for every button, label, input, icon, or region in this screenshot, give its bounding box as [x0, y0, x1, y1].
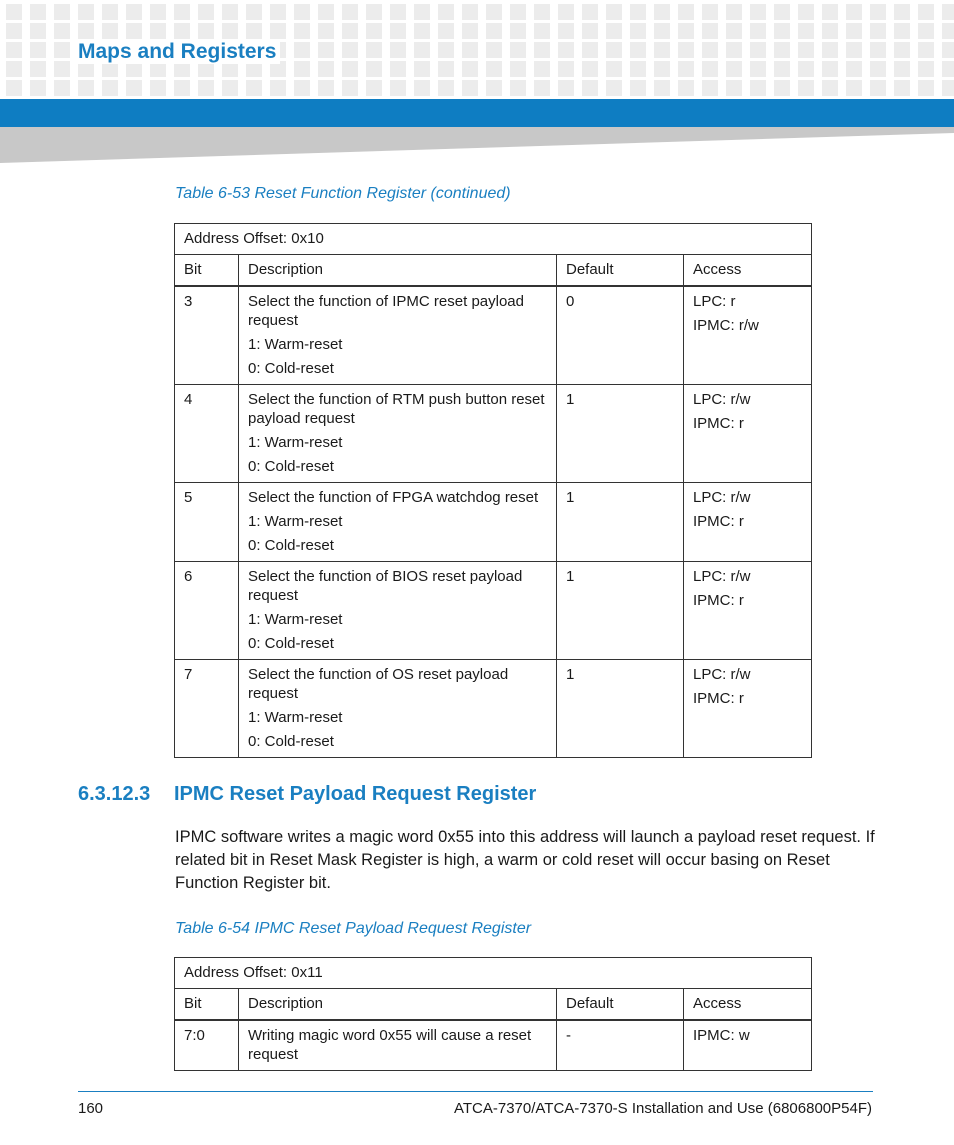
pattern-square [798, 42, 814, 58]
pattern-square [822, 23, 838, 39]
pattern-square [30, 80, 46, 96]
column-header: Description [239, 255, 557, 287]
description-cell [239, 385, 557, 483]
pattern-square [246, 4, 262, 20]
pattern-square [774, 80, 790, 96]
pattern-square [462, 4, 478, 20]
pattern-square [462, 42, 478, 58]
pattern-square [78, 23, 94, 39]
access-line: LPC: r/w [693, 666, 751, 683]
header-bar [0, 99, 954, 127]
pattern-square [558, 61, 574, 77]
description-cell [239, 1020, 557, 1071]
pattern-square [366, 61, 382, 77]
pattern-square [798, 80, 814, 96]
pattern-square [54, 61, 70, 77]
section-title: IPMC Reset Payload Request Register [174, 783, 537, 805]
pattern-square [774, 61, 790, 77]
default-cell: 1 [557, 385, 684, 483]
pattern-square [414, 61, 430, 77]
pattern-square [534, 42, 550, 58]
pattern-square [558, 42, 574, 58]
pattern-square [726, 4, 742, 20]
pattern-square [702, 80, 718, 96]
address-row [175, 958, 812, 989]
pattern-square [630, 80, 646, 96]
pattern-square [894, 4, 910, 20]
pattern-square [798, 23, 814, 39]
default-cell: 1 [557, 562, 684, 660]
pattern-square [654, 61, 670, 77]
column-header: Access [684, 255, 812, 287]
pattern-square [102, 23, 118, 39]
pattern-square [606, 23, 622, 39]
pattern-square [750, 42, 766, 58]
pattern-square [414, 42, 430, 58]
pattern-square [294, 4, 310, 20]
access-line: IPMC: r [693, 513, 744, 530]
pattern-square [486, 80, 502, 96]
pattern-square [246, 23, 262, 39]
pattern-square [6, 61, 22, 77]
pattern-square [78, 80, 94, 96]
pattern-square [30, 4, 46, 20]
pattern-square [270, 23, 286, 39]
pattern-square [6, 42, 22, 58]
pattern-square [294, 61, 310, 77]
footer-rule [78, 1091, 873, 1092]
access-cell [684, 562, 812, 660]
pattern-square [822, 4, 838, 20]
pattern-square [606, 4, 622, 20]
pattern-square [222, 23, 238, 39]
bit-cell: 5 [175, 483, 239, 562]
pattern-square [894, 23, 910, 39]
pattern-square [774, 4, 790, 20]
pattern-square [582, 42, 598, 58]
pattern-square [750, 4, 766, 20]
pattern-square [726, 80, 742, 96]
table-row [175, 1020, 812, 1071]
pattern-square [30, 61, 46, 77]
pattern-square [342, 4, 358, 20]
pattern-square [270, 4, 286, 20]
pattern-square [54, 42, 70, 58]
pattern-square [510, 42, 526, 58]
pattern-square [558, 4, 574, 20]
access-cell [684, 286, 812, 385]
pattern-square [918, 61, 934, 77]
pattern-square [582, 61, 598, 77]
pattern-square [198, 4, 214, 20]
pattern-square [294, 80, 310, 96]
pattern-square [414, 23, 430, 39]
description-line: Select the function of IPMC reset payload request [248, 293, 524, 329]
pattern-square [582, 23, 598, 39]
access-line: LPC: r/w [693, 489, 751, 506]
default-cell: 1 [557, 483, 684, 562]
pattern-square [342, 80, 358, 96]
pattern-square [894, 61, 910, 77]
pattern-square [558, 23, 574, 39]
address-offset: Address Offset: 0x11 [175, 958, 812, 989]
description-line: 1: Warm-reset [248, 513, 343, 530]
pattern-square [534, 61, 550, 77]
pattern-square [822, 80, 838, 96]
pattern-square [870, 61, 886, 77]
pattern-square [582, 80, 598, 96]
pattern-square [270, 80, 286, 96]
pattern-square [606, 61, 622, 77]
pattern-square [318, 80, 334, 96]
default-cell: - [557, 1020, 684, 1071]
pattern-square [846, 42, 862, 58]
pattern-square [414, 4, 430, 20]
pattern-square [342, 23, 358, 39]
pattern-square [342, 42, 358, 58]
description-cell [239, 562, 557, 660]
pattern-square [918, 42, 934, 58]
default-cell: 1 [557, 660, 684, 758]
pattern-square [942, 4, 954, 20]
pattern-square [894, 42, 910, 58]
pattern-square [462, 23, 478, 39]
pattern-square [942, 61, 954, 77]
table-row [175, 286, 812, 385]
access-line: LPC: r/w [693, 391, 751, 408]
pattern-square [342, 61, 358, 77]
pattern-square [6, 23, 22, 39]
pattern-square [198, 23, 214, 39]
pattern-square [678, 4, 694, 20]
pattern-square [630, 61, 646, 77]
pattern-square [774, 23, 790, 39]
access-line: LPC: r/w [693, 568, 751, 585]
description-line: Select the function of FPGA watchdog reset [248, 489, 539, 506]
section-heading [78, 783, 536, 806]
table-row [175, 562, 812, 660]
pattern-square [798, 4, 814, 20]
pattern-square [822, 61, 838, 77]
pattern-square [870, 42, 886, 58]
description-line: 0: Cold-reset [248, 458, 334, 475]
pattern-square [654, 23, 670, 39]
pattern-square [438, 42, 454, 58]
pattern-square [750, 80, 766, 96]
pattern-square [606, 80, 622, 96]
pattern-square [726, 42, 742, 58]
pattern-square [846, 4, 862, 20]
pattern-square [54, 80, 70, 96]
chapter-title: Maps and Registers [78, 40, 280, 64]
table1-caption: Table 6-53 Reset Function Register (continued) [175, 185, 511, 202]
description-line: 1: Warm-reset [248, 434, 343, 451]
pattern-square [174, 4, 190, 20]
pattern-square [678, 23, 694, 39]
pattern-square [390, 80, 406, 96]
pattern-square [54, 4, 70, 20]
pattern-square [534, 23, 550, 39]
pattern-square [534, 4, 550, 20]
pattern-square [678, 80, 694, 96]
pattern-square [222, 4, 238, 20]
pattern-square [54, 23, 70, 39]
description-cell [239, 660, 557, 758]
pattern-square [486, 4, 502, 20]
pattern-square [6, 4, 22, 20]
access-line: IPMC: r/w [693, 317, 759, 334]
pattern-square [246, 80, 262, 96]
pattern-square [318, 42, 334, 58]
description-line: 1: Warm-reset [248, 336, 343, 353]
access-line: LPC: r [693, 293, 736, 310]
description-cell [239, 286, 557, 385]
address-row [175, 224, 812, 255]
description-line: 0: Cold-reset [248, 635, 334, 652]
pattern-square [654, 42, 670, 58]
pattern-square [174, 80, 190, 96]
pattern-square [294, 23, 310, 39]
pattern-square [846, 23, 862, 39]
pattern-square [918, 80, 934, 96]
pattern-square [798, 61, 814, 77]
pattern-square [318, 23, 334, 39]
column-header: Default [557, 989, 684, 1021]
description-cell [239, 483, 557, 562]
pattern-square [390, 23, 406, 39]
default-cell: 0 [557, 286, 684, 385]
description-line: 1: Warm-reset [248, 611, 343, 628]
pattern-square [102, 80, 118, 96]
pattern-square [486, 61, 502, 77]
description-line: 0: Cold-reset [248, 360, 334, 377]
access-line: IPMC: r [693, 415, 744, 432]
column-header: Bit [175, 989, 239, 1021]
pattern-square [726, 23, 742, 39]
pattern-square [438, 61, 454, 77]
pattern-square [78, 4, 94, 20]
pattern-square [174, 23, 190, 39]
pattern-square [462, 80, 478, 96]
pattern-square [774, 42, 790, 58]
pattern-square [822, 42, 838, 58]
table-row [175, 660, 812, 758]
pattern-square [294, 42, 310, 58]
bit-cell: 7:0 [175, 1020, 239, 1071]
pattern-square [6, 80, 22, 96]
pattern-square [534, 80, 550, 96]
description-line: Select the function of RTM push button reset payload request [248, 391, 545, 427]
header-row [175, 255, 812, 287]
pattern-square [510, 23, 526, 39]
pattern-square [390, 61, 406, 77]
pattern-square [366, 80, 382, 96]
pattern-square [366, 4, 382, 20]
pattern-square [126, 23, 142, 39]
column-header: Description [239, 989, 557, 1021]
reset-function-table [174, 223, 812, 758]
column-header: Access [684, 989, 812, 1021]
pattern-square [366, 23, 382, 39]
pattern-square [150, 4, 166, 20]
header-wedge [0, 127, 954, 163]
page-number: 160 [78, 1100, 104, 1117]
access-cell [684, 483, 812, 562]
pattern-square [198, 80, 214, 96]
pattern-square [486, 42, 502, 58]
pattern-square [894, 80, 910, 96]
access-line: IPMC: r [693, 690, 744, 707]
access-cell [684, 385, 812, 483]
pattern-square [510, 80, 526, 96]
pattern-square [726, 61, 742, 77]
pattern-square [870, 23, 886, 39]
access-cell [684, 660, 812, 758]
section-paragraph: IPMC software writes a magic word 0x55 into this address will launch a payload reset request. If related bit in Reset Mask Register is high, a warm or cold reset will occur basing on Reset Function Register bit. [175, 828, 875, 892]
pattern-square [222, 80, 238, 96]
pattern-square [630, 23, 646, 39]
pattern-square [846, 80, 862, 96]
pattern-square [582, 4, 598, 20]
pattern-square [750, 61, 766, 77]
pattern-square [414, 80, 430, 96]
pattern-square [606, 42, 622, 58]
pattern-square [390, 4, 406, 20]
pattern-square [510, 61, 526, 77]
pattern-square [630, 42, 646, 58]
pattern-square [438, 23, 454, 39]
pattern-square [678, 42, 694, 58]
pattern-square [438, 80, 454, 96]
description-line: Writing magic word 0x55 will cause a reset request [248, 1027, 532, 1063]
section-number: 6.3.12.3 [78, 783, 151, 805]
document-title: ATCA-7370/ATCA-7370-S Installation and Use (6806800P54F) [453, 1100, 872, 1117]
pattern-square [150, 23, 166, 39]
pattern-square [30, 42, 46, 58]
access-cell [684, 1020, 812, 1071]
pattern-square [462, 61, 478, 77]
pattern-square [870, 4, 886, 20]
pattern-square [702, 23, 718, 39]
description-line: 0: Cold-reset [248, 537, 334, 554]
pattern-square [678, 61, 694, 77]
description-line: 1: Warm-reset [248, 709, 343, 726]
column-header: Bit [175, 255, 239, 287]
pattern-square [870, 80, 886, 96]
pattern-square [918, 23, 934, 39]
access-line: IPMC: r [693, 592, 744, 609]
pattern-square [702, 4, 718, 20]
bit-cell: 6 [175, 562, 239, 660]
description-line: Select the function of OS reset payload request [248, 666, 509, 702]
pattern-square [438, 4, 454, 20]
pattern-square [750, 23, 766, 39]
pattern-square [318, 4, 334, 20]
pattern-square [702, 61, 718, 77]
table-row [175, 483, 812, 562]
bit-cell: 3 [175, 286, 239, 385]
header-row [175, 989, 812, 1021]
table2-caption: Table 6-54 IPMC Reset Payload Request Register [175, 920, 532, 937]
pattern-square [150, 80, 166, 96]
pattern-square [654, 4, 670, 20]
description-line: Select the function of BIOS reset payload request [248, 568, 523, 604]
pattern-square [558, 80, 574, 96]
pattern-square [942, 80, 954, 96]
pattern-square [942, 23, 954, 39]
pattern-square [30, 23, 46, 39]
pattern-square [510, 4, 526, 20]
pattern-square [654, 80, 670, 96]
pattern-square [918, 4, 934, 20]
access-line: IPMC: w [693, 1027, 750, 1044]
pattern-square [846, 61, 862, 77]
address-offset: Address Offset: 0x10 [175, 224, 812, 255]
ipmc-reset-table [174, 957, 812, 1071]
pattern-square [366, 42, 382, 58]
pattern-square [126, 4, 142, 20]
bit-cell: 7 [175, 660, 239, 758]
bit-cell: 4 [175, 385, 239, 483]
pattern-square [942, 42, 954, 58]
pattern-square [486, 23, 502, 39]
table-row [175, 385, 812, 483]
pattern-square [702, 42, 718, 58]
pattern-square [318, 61, 334, 77]
pattern-square [630, 4, 646, 20]
pattern-square [102, 4, 118, 20]
pattern-square [390, 42, 406, 58]
pattern-square [126, 80, 142, 96]
description-line: 0: Cold-reset [248, 733, 334, 750]
column-header: Default [557, 255, 684, 287]
